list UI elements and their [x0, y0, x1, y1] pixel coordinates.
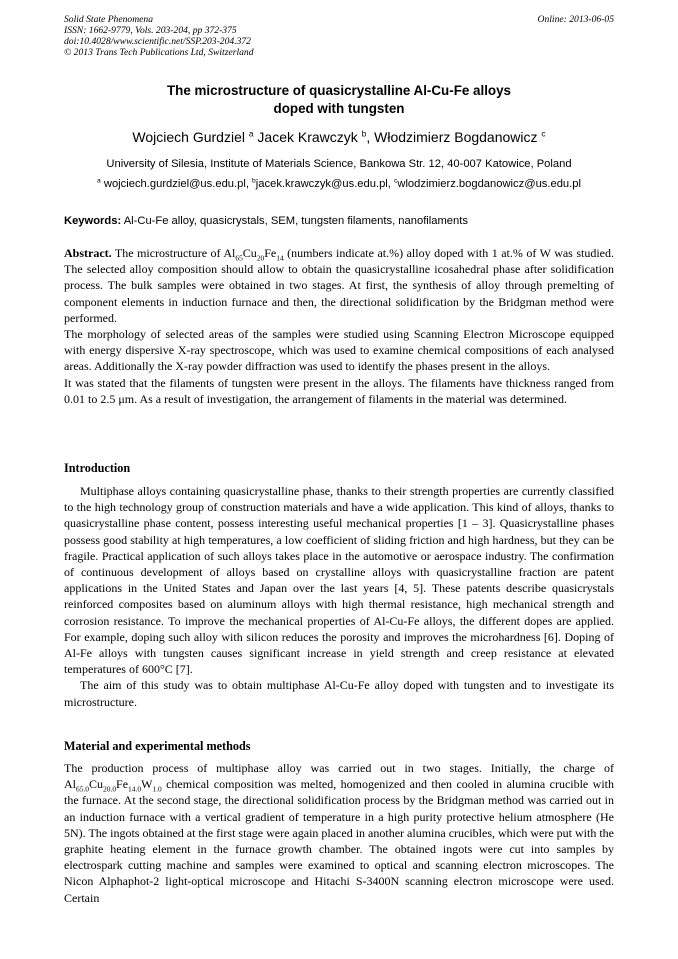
doi-line: doi:10.4028/www.scientific.net/SSP.203-204.372 [64, 36, 251, 47]
abstract-text: Cu [242, 246, 257, 260]
journal-name: Solid State Phenomena [64, 14, 153, 25]
introduction-section [64, 483, 614, 710]
subscript: 1.0 [152, 784, 162, 794]
abstract-section [64, 245, 614, 407]
abstract-paragraph-2: The morphology of selected areas of the samples were studied using Scanning Electron Microscope equipped with energy dispersive X-ray spectroscope, which was used to examine chemical compositions of each analysed areas. Additionally the X-ray powder diffraction was used to identify the phases present in the alloys. [64, 327, 614, 374]
affiliation: University of Silesia, Institute of Materials Science, Bankowa Str. 12, 40-007 Katowice, Poland [106, 158, 572, 170]
email-2[interactable]: jacek.krawczyk@us.edu.pl, [255, 178, 394, 190]
methods-section [64, 760, 614, 906]
keywords-label: Keywords: [64, 215, 122, 227]
subscript: 20.0 [103, 784, 117, 794]
email-1[interactable]: wojciech.gurdziel@us.edu.pl, [100, 178, 253, 190]
subscript: 65 [235, 253, 243, 263]
methods-text: The production process of multiphase alloy was carried out in two stages. Initially, the charge of Al [64, 761, 614, 792]
email-1-mark: a [97, 177, 101, 185]
paper-title [40, 82, 638, 118]
author-2: Jacek Krawczyk [253, 129, 362, 145]
abstract-paragraph-1 [64, 245, 614, 326]
subscript: 65.0 [76, 784, 90, 794]
abstract-text: (numbers indicate at.%) alloy doped with 1 at.% of W was studied. The selected alloy composition should allow to obtain the quasicrystalline icosahedral phase after solidification process. The bulk samples were obtained in two stages. At first, the synthesis of alloy through premelting of component elements in induction furnace and then, the directional solidification by the Bridgman method were performed. [64, 246, 615, 325]
author-list [20, 128, 658, 146]
copyright-line: © 2013 Trans Tech Publications Ltd, Switzerland [64, 47, 254, 58]
abstract-text: Fe [264, 246, 277, 260]
methods-heading: Material and experimental methods [64, 739, 251, 753]
keywords [64, 213, 614, 229]
subscript: 14 [276, 253, 284, 263]
methods-text: Cu [89, 777, 104, 792]
author-2-mark: b [361, 128, 367, 139]
abstract-text: The microstructure of Al [111, 246, 236, 260]
email-3-mark: c [394, 177, 398, 185]
author-1: Wojciech Gurdziel [132, 129, 249, 145]
email-list [20, 176, 658, 192]
title-line-2: doped with tungsten [273, 101, 405, 116]
issn-line: ISSN: 1662-9779, Vols. 203-204, pp 372-375 [64, 25, 237, 36]
title-line-1: The microstructure of quasicrystalline Al-Cu-Fe alloys [166, 83, 512, 98]
methods-text: W [141, 777, 153, 792]
introduction-heading: Introduction [64, 461, 131, 475]
methods-text: Fe [116, 777, 129, 792]
subscript: 20 [256, 253, 265, 263]
methods-text: chemical composition was melted, homogenized and then cooled in alumina crucible with the furnace. At the second stage, the directional solidification process by the Bridgman method was carried out in an induction furnace with a vertical gradient of temperature in a high purity protective helium atmosphere (He 5N). The ingots obtained at the first stage were again placed in another alumina crucibles, which were put with the graphite heating element in the furnace growth chamber. The obtained ingots were cut into samples by electrospark cutting machine and samples were examined to optical and scanning electron microscopes. The Nicon Alphaphot-2 light-optical microscope and Hitachi S-3400N scanning electron microscope were used. Certain [64, 777, 614, 905]
subscript: 14.0 [128, 784, 142, 794]
author-3: , Włodzimierz Bogdanowicz [366, 129, 542, 145]
keywords-text: Al-Cu-Fe alloy, quasicrystals, SEM, tungsten filaments, nanofilaments [121, 215, 468, 227]
author-3-mark: c [541, 128, 546, 139]
abstract-label: Abstract. [64, 246, 112, 260]
introduction-paragraph-2: The aim of this study was to obtain multiphase Al-Cu-Fe alloy doped with tungsten and to investigate its microstructure. [64, 678, 614, 709]
abstract-paragraph-3: It was stated that the filaments of tungsten were present in the alloys. The filaments have thickness ranged from 0.01 to 2.5 μm. As a result of investigation, the arrangement of filaments in the material was determined. [64, 375, 614, 406]
methods-paragraph-1 [64, 760, 614, 906]
email-3[interactable]: wlodzimierz.bogdanowicz@us.edu.pl [397, 178, 581, 190]
online-date: Online: 2013-06-05 [537, 14, 614, 25]
introduction-paragraph-1: Multiphase alloys containing quasicrystalline phase, thanks to their strength properties are currently classified to the high technology group of construction materials and have a wide application. This kind of alloys, thanks to quasicrystalline phase content, possess interesting useful mechanical properties [1 – 3]. Quasicrystalline phases possess good stability at high temperatures, a low coefficient of sliding friction and high hardness, but they can be fragile. Practical application of such alloys takes place in the automotive or aerospace industry. The confirmation of continuous development of alloys based on crystalline alloys with quasicrystalline fraction are patent applications in the United States and Japan over the last years [4, 5]. These patents describe quasicrystals reinforced composites based on aluminum alloys with high thermal resistance, high mechanical strength and corrosion resistance. To improve the mechanical properties of Al-Cu-Fe alloys, the different dopes are applied. For example, doping such alloy with silicon reduces the porosity and improves the microhardness [6]. Doping of Al-Fe alloys with tungsten causes significant increase in yield strength and creep resistance at elevated temperatures of 600°C [7]. [64, 484, 614, 677]
email-2-mark: b [252, 177, 256, 185]
journal-header [64, 14, 254, 58]
author-1-mark: a [248, 128, 254, 139]
